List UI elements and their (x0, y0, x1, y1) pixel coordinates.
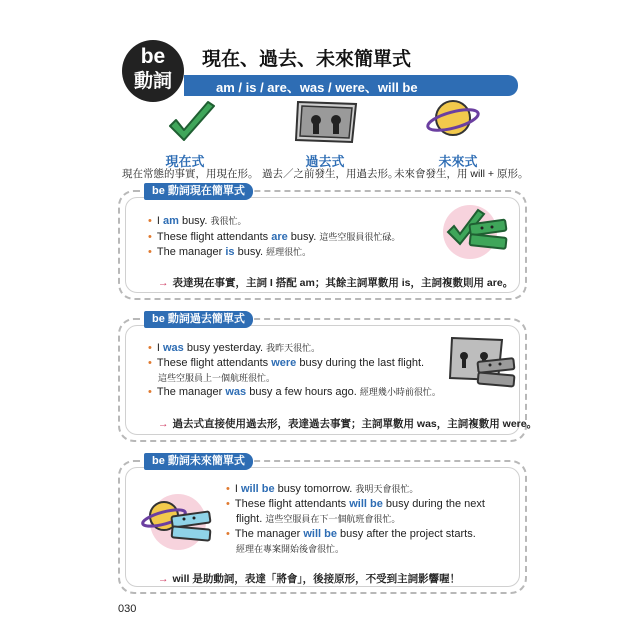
future-section-tab: be 動詞未來簡單式 (144, 453, 253, 470)
future-line-2: • These flight attendants will be busy during the next (226, 498, 485, 510)
checkmark-icon (166, 100, 218, 148)
planet-character-icon (138, 486, 218, 552)
subtitle-text: am / is / are、was / were、will be (216, 80, 418, 95)
present-line-3: • The manager is busy. 經理很忙。 (148, 246, 312, 258)
tense-desc-present: 現在常態的事實，用現在形。 (122, 168, 259, 180)
future-line-1: • I will be busy tomorrow. 我明天會很忙。 (226, 483, 419, 495)
page-title: 現在、過去、未來簡單式 (202, 49, 412, 70)
future-note: → will 是助動詞，表達「將會」，後接原形，不受到主詞影響喔！ (158, 573, 461, 585)
locked-box-icon (292, 98, 362, 146)
present-line-1: • I am busy. 我很忙。 (148, 215, 247, 227)
page-number: 030 (118, 603, 137, 615)
badge-line1: be (140, 45, 166, 68)
tense-label-present: 現在式 (165, 154, 205, 169)
badge-line2: 動詞 (133, 71, 172, 92)
future-line-3: • The manager will be busy after the project starts. (226, 528, 476, 540)
past-note: → 過去式直接使用過去形，表達過去事實；主詞單數用 was，主詞複數用 were。 (158, 418, 538, 430)
be-verb-badge (122, 40, 184, 102)
present-section-tab: be 動詞現在簡單式 (144, 183, 253, 200)
present-note: → 表達現在事實，主詞 I 搭配 am；其餘主詞單數用 is，主詞複數則用 are。 (158, 277, 514, 289)
tense-desc-past: 過去／之前發生，用過去形。 (262, 168, 399, 180)
past-line-2: • These flight attendants were busy during the last flight. (148, 357, 425, 369)
past-section-tab: be 動詞過去簡單式 (144, 311, 253, 328)
past-line-1: • I was busy yesterday. 我昨天很忙。 (148, 342, 321, 354)
future-line-2-cont: flight. 這些空服員在下一個航班會很忙。 (236, 513, 401, 525)
past-line-3: • The manager was busy a few hours ago. 經理幾小時前很忙。 (148, 386, 441, 398)
tense-desc-future: 未來會發生，用 will + 原形。 (394, 168, 529, 180)
present-line-2: • These flight attendants are busy. 這些空服員很忙碌。 (148, 231, 401, 243)
tense-label-future: 未來式 (438, 154, 478, 169)
past-line-2-translation: 這些空服員上一個航班很忙。 (158, 373, 276, 383)
planet-icon (426, 92, 480, 144)
future-line-3-translation: 經理在專案開始後會很忙。 (236, 544, 345, 554)
locked-box-character-icon (448, 334, 518, 392)
tense-label-past: 過去式 (305, 154, 345, 169)
checkmark-character-icon (440, 202, 512, 260)
